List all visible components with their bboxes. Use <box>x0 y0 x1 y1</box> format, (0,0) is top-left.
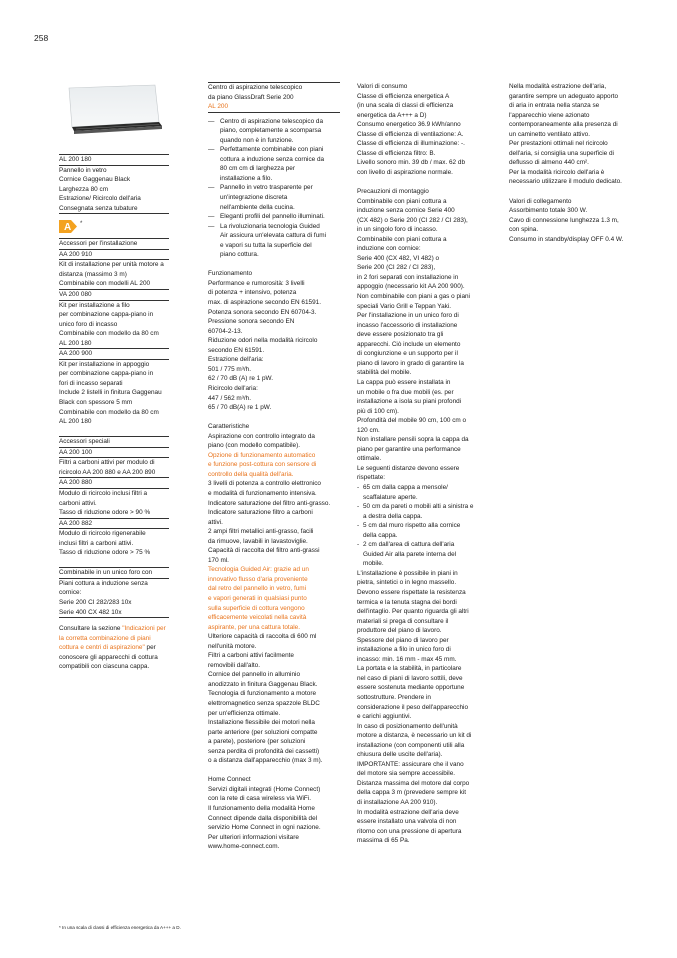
heading-line: da piano GlassDraft Serie 200 <box>208 93 294 101</box>
consumo-line: Livello sonoro min. 39 db / max. 62 db <box>357 159 465 167</box>
consultare-note: Consultare la sezione "Indicazioni per la corretta combinazione di piani cottura e centri di aspirazione" per conoscere gli apparecchi di cottura compatibili con ciascuna cappa. <box>59 625 166 671</box>
accessory-description: Modulo di ricircolo inclusi filtri a <box>59 488 169 499</box>
feature-item <box>208 203 340 213</box>
combinabile-line: cornice: <box>59 589 82 597</box>
accessori-installazione-title: Accessori per l'installazione <box>59 240 138 248</box>
montaggio-line: pietra, sintetici o in legno massello. <box>357 579 457 587</box>
caratteristiche-highlight: Tecnologia Guided Air: grazie ad un <box>208 566 309 574</box>
consumo-line: energetica da A+++ a D) <box>357 111 427 119</box>
accessory-description: Combinabile con modello da 80 cm <box>59 408 159 416</box>
product-spec-line: Cornice Gaggenau Black <box>59 176 131 184</box>
montaggio-line: In modalità estrazione dell'aria deve <box>357 808 459 816</box>
accessory-description: inclusi filtri a carboni attivi. <box>59 539 134 547</box>
bullet-mark: - <box>357 541 360 549</box>
collegamento-line: con spina. <box>509 226 539 234</box>
energy-class-footnote-mark: * <box>80 221 83 228</box>
home-connect-line: Il funzionamento della modalità Home <box>208 805 315 813</box>
feature-item <box>208 145 340 155</box>
feature-text: Eleganti profili del pannello illuminati. <box>220 213 325 221</box>
feature-text: Perfettamente combinabile con piani <box>220 146 324 154</box>
distanza-text: Guided Air alla parete interna del <box>363 550 457 558</box>
energy-label <box>59 220 97 233</box>
accessory-code: AA 200 880 <box>59 477 169 488</box>
feature-text: cottura a induzione senza cornice da <box>220 155 325 163</box>
caratteristiche-line: elettromagnetico senza spazzole BLDC <box>208 700 320 707</box>
funzionamento-line: Pressione sonora secondo EN <box>208 318 295 326</box>
feature-dash <box>208 126 220 136</box>
ricircolo-text <box>509 82 644 187</box>
montaggio-line: massima di 65 Pa. <box>357 837 410 845</box>
caratteristiche-highlight: Opzione di funzionamento automatico <box>208 451 316 459</box>
montaggio-line: Distanza massima del motore dal corpo <box>357 779 470 787</box>
ricircolo-line: garantire sempre un adeguato apporto <box>509 92 619 100</box>
ricircolo-line: Per prestazioni ottimali nel ricircolo <box>509 140 608 148</box>
accessory-description: Kit di installazione per unità motore a <box>59 259 169 270</box>
montaggio-title: Precauzioni di montaggio <box>357 188 429 196</box>
ricircolo-line: l'apparecchio viene azionato <box>509 111 590 119</box>
montaggio-line: Non combinabile con piani a gas o piani <box>357 293 470 301</box>
feature-dash: — <box>208 213 215 221</box>
accessori-speciali-list <box>59 447 169 558</box>
montaggio-line: produttore del piano di lavoro. <box>357 627 442 635</box>
consumo-line: Classe di efficienza filtro: B. <box>357 149 436 157</box>
feature-item <box>208 193 340 203</box>
combinabile-line: Serie 400 CX 482 10x <box>59 608 122 616</box>
funzionamento-line: 60704-2-13. <box>208 327 243 335</box>
montaggio-line: induzione senza cornice Serie 400 <box>357 207 455 215</box>
funzionamento-line: 501 / 775 m³/h. <box>208 365 251 373</box>
distanza-item <box>357 559 491 569</box>
distanza-text: 50 cm da pareti o mobili alti a sinistra e <box>363 503 474 511</box>
accessory-description: Filtri a carboni attivi per modulo di <box>59 457 169 468</box>
consumo-line: Consumo energetico 36.9 kWh/anno <box>357 121 461 129</box>
montaggio-line: installazione (con componenti utili alla <box>357 741 465 749</box>
caratteristiche-line: 2 ampi filtri metallici anti-grasso, facili <box>208 528 314 536</box>
product-image <box>59 82 169 152</box>
feature-item <box>208 155 340 165</box>
accessory-description: Combinabile con modello da 80 cm <box>59 330 159 338</box>
ricircolo-line: Nella modalità estrazione dell'aria, <box>509 83 607 90</box>
montaggio-line: termica e la tenuta stagna dei bordi <box>357 598 457 606</box>
funzionamento-line: Potenza sonora secondo EN 60704-3. <box>208 308 317 316</box>
feature-text: Air assicura un'elevata cattura di fumi <box>220 232 327 240</box>
distanza-text: 65 cm dalla cappa a mensole/ <box>363 483 448 491</box>
collegamento-line: Assorbimento totale 300 W. <box>509 207 588 215</box>
collegamento-title: Valori di collegamento <box>509 197 572 205</box>
distanza-text: a destra della cappa. <box>363 512 423 520</box>
product-model: AL 200 <box>208 103 229 111</box>
product-spec-line: Estrazione/ Ricircolo dell'aria <box>59 195 141 203</box>
caratteristiche-highlight: e funzione post-cottura con sensore di <box>208 461 317 469</box>
funzionamento-line: 447 / 562 m³/h. <box>208 394 251 402</box>
feature-dash <box>208 136 220 146</box>
feature-text: Pannello in vetro trasparente per <box>220 184 313 192</box>
feature-text: La rivoluzionaria tecnologia Guided <box>220 222 320 230</box>
accessory-code: AA 200 900 <box>59 348 169 359</box>
ricircolo-line: Per la modalità ricircolo dell'aria è <box>509 168 605 176</box>
home-connect-line: Connect dipende dalla disponibilità del <box>208 814 318 822</box>
consultare-link[interactable]: "Indicazioni per la corretta combinazione di piani cottura e centri di aspirazione" <box>59 625 166 652</box>
feature-dash <box>208 155 220 165</box>
ricircolo-line: un caminetto ventilato attivo. <box>509 130 590 138</box>
bullet-mark: - <box>357 483 360 491</box>
product-spec-line: Consegnata senza tubature <box>59 204 169 215</box>
caratteristiche-line: a parete), posteriore (per soluzioni <box>208 738 306 746</box>
consumo-line: Classe di efficienza energetica A <box>357 92 450 100</box>
montaggio-line: La cappa può essere installata in <box>357 378 451 386</box>
accessory-description: per combinazione cappa-piano in <box>59 370 154 378</box>
feature-dash <box>208 241 220 251</box>
combinabile-line: Serie 200 CI 282/283 10x <box>59 598 132 606</box>
montaggio-line: di congiunzione e un supporto per il <box>357 350 458 358</box>
caratteristiche-line: e modalità di funzionamento intensiva. <box>208 489 317 497</box>
feature-item <box>208 241 340 251</box>
montaggio-line: 120 cm. <box>357 426 380 434</box>
montaggio-line: incasso: min. 16 mm - max 45 mm. <box>357 655 457 663</box>
montaggio-line: La portata e la stabilità, in particolare <box>357 665 462 673</box>
bullet-mark: - <box>357 522 360 530</box>
funzionamento-line: Riduzione odori nella modalità ricircolo <box>208 337 318 345</box>
feature-item <box>208 231 340 241</box>
feature-item <box>208 250 340 260</box>
accessory-description: Combinabile con modelli AL 200 <box>59 280 151 288</box>
feature-item <box>208 117 340 127</box>
montaggio-line: Spessore del piano di lavoro per <box>357 636 449 644</box>
montaggio-line: in un singolo foro di incasso. <box>357 226 438 234</box>
caratteristiche-line: 170 ml. <box>208 556 229 564</box>
feature-item <box>208 183 340 193</box>
consumo-title: Valori di consumo <box>357 83 408 90</box>
montaggio-line: della cappa 3 m (prevedere sempre kit <box>357 789 467 797</box>
feature-item <box>208 126 340 136</box>
combinabile-line: Piani cottura a induzione senza <box>59 578 169 589</box>
distanza-item <box>357 512 491 522</box>
feature-item <box>208 212 340 222</box>
feature-dash <box>208 203 220 213</box>
accessory-description: Modulo di ricircolo rigenerabile <box>59 528 169 539</box>
caratteristiche-line: o a distanza dall'apparecchio (max 3 m). <box>208 757 323 765</box>
ricircolo-line: dell'aria, si consiglia una superficie di <box>509 149 614 157</box>
montaggio-line: installazione a filo in unico foro di <box>357 646 451 654</box>
accessori-installazione-list <box>59 249 169 427</box>
accessory-code: AA 200 882 <box>59 518 169 529</box>
montaggio-line: L'installazione è possibile in piani in <box>357 569 458 577</box>
distanza-item <box>357 540 491 550</box>
feature-text: un'integrazione discreta <box>220 194 288 202</box>
accessory-description: Tasso di riduzione odore > 75 % <box>59 549 151 557</box>
accessory-description: Black con spessore 5 mm <box>59 399 133 407</box>
caratteristiche-line: Filtri a carboni attivi facilmente <box>208 652 294 660</box>
accessory-code: VA 200 080 <box>59 289 169 300</box>
montaggio-line: ritorno con una pressione di apertura <box>357 827 462 835</box>
feature-text: piano cottura. <box>220 251 259 259</box>
caratteristiche-line: Aspirazione con controllo integrato da <box>208 432 315 440</box>
feature-dash <box>208 231 220 241</box>
accessory-description: unico foro di incasso <box>59 320 118 328</box>
feature-dash <box>208 193 220 203</box>
accessory-description: carboni attivi. <box>59 499 97 507</box>
feature-text: piano, completamente a scomparsa <box>220 127 322 135</box>
product-code: AL 200 180 <box>59 155 169 166</box>
caratteristiche-highlight: dal retro del pannello in vetro, fumi <box>208 585 307 593</box>
feature-dash: — <box>208 184 215 192</box>
montaggio-line: un mobile o fra due mobili (es. per <box>357 388 454 396</box>
caratteristiche-highlight: innovativo flusso d'aria proveniente <box>208 575 308 583</box>
montaggio-line: apparecchi. Ciò include un elemento <box>357 340 461 348</box>
montaggio-line: installazione a isola su piani profondi <box>357 398 462 406</box>
bullet-mark: - <box>357 503 360 511</box>
montaggio-line: IMPORTANTE: assicurare che il vano <box>357 760 464 768</box>
downdraft-hood-illustration <box>59 82 169 152</box>
caratteristiche-line: Cornice del pannello in alluminio <box>208 671 301 679</box>
montaggio-text <box>357 197 491 483</box>
home-connect-line: Per ulteriori informazioni visitare <box>208 833 299 841</box>
feature-dash: — <box>208 146 215 154</box>
montaggio-line: Profondità del mobile 90 cm, 100 cm o <box>357 417 467 425</box>
montaggio-line: essere sostenuta mediante opportune <box>357 684 465 692</box>
product-spec-line: Larghezza 80 cm <box>59 185 109 193</box>
montaggio-line: nel caso di piani di lavoro sottili, deve <box>357 674 463 682</box>
montaggio-line: appoggio (necessario kit AA 200 900). <box>357 283 465 291</box>
montaggio-line: In caso di posizionamento dell'unità <box>357 722 458 730</box>
feature-text: nell'ambiente della cucina. <box>220 203 295 211</box>
consumo-line: Classe di efficienza di ventilazione: A. <box>357 130 464 138</box>
column-technical <box>357 82 491 846</box>
funzionamento-line: 65 / 70 dB(A) re 1 pW. <box>208 404 272 412</box>
montaggio-line: (CX 482) o Serie 200 (CI 282 / CI 283), <box>357 216 468 224</box>
distanza-item <box>357 502 491 512</box>
caratteristiche-highlight: controllo della qualità dell'aria. <box>208 470 294 478</box>
column-product-info <box>59 82 169 672</box>
column-technical-continued <box>509 82 644 244</box>
funzionamento-line: Estrazione dell'aria: <box>208 356 264 364</box>
accessory-description: AL 200 180 <box>59 339 92 347</box>
feature-item <box>208 174 340 184</box>
feature-item <box>208 136 340 146</box>
caratteristiche-line: nell'unità motore. <box>208 642 257 650</box>
montaggio-line: Devono essere rispettate la resistenza <box>357 588 466 596</box>
funzionamento-line: max. di aspirazione secondo EN 61591. <box>208 299 321 307</box>
caratteristiche-line: Indicatore saturazione filtro a carboni <box>208 509 313 517</box>
funzionamento-title: Funzionamento <box>208 270 253 278</box>
distanza-item <box>357 493 491 503</box>
distanza-text: scaffalature aperte. <box>363 493 418 501</box>
montaggio-line: materiali si prega di consultare il <box>357 617 449 625</box>
montaggio-line: di installazione AA 200 910). <box>357 799 438 807</box>
collegamento-text <box>509 206 644 244</box>
ricircolo-line: necessario utilizzare il modulo dedicato. <box>509 178 622 186</box>
montaggio-line: sottostrutture. Prendere in <box>357 694 431 701</box>
accessory-description: AL 200 180 <box>59 418 92 426</box>
home-connect-line: con la rete di casa wireless via WiFi. <box>208 795 311 803</box>
montaggio-line: più di 100 cm). <box>357 407 399 415</box>
page-number: 258 <box>34 33 49 43</box>
feature-text: quando non è in funzione. <box>220 136 294 144</box>
distanza-text: 2 cm dall'area di cattura dell'aria <box>363 541 455 549</box>
accessory-code: AA 200 910 <box>59 249 169 260</box>
feature-dash <box>208 250 220 260</box>
caratteristiche-line: removibili dall'alto. <box>208 661 261 669</box>
montaggio-line: piano per garantire una performance <box>357 445 461 453</box>
montaggio-line: Le seguenti distanze devono essere <box>357 464 460 472</box>
caratteristiche-line: attivi. <box>208 518 223 526</box>
consumo-line: Classe di efficienza di illuminazione: -. <box>357 140 465 148</box>
caratteristiche-line: senza perdita di profondità dei cassetti) <box>208 747 320 755</box>
distanze-list <box>357 483 491 569</box>
montaggio-text-continued <box>357 569 491 846</box>
home-connect-line: www.home-connect.com. <box>208 843 280 851</box>
consumo-line: (in una scala di classi di efficienza <box>357 102 454 110</box>
montaggio-line: Per l'installazione in un unico foro di <box>357 312 459 320</box>
accessory-description: Tasso di riduzione odore > 90 % <box>59 509 151 517</box>
montaggio-line: deve essere posizionato tra gli <box>357 331 444 339</box>
feature-text: Centro di aspirazione telescopico da <box>220 117 324 125</box>
consumo-line: con livello di aspirazione normale. <box>357 168 453 176</box>
accessory-description: Include 2 listelli in finitura Gaggenau <box>59 389 162 397</box>
ricircolo-line: di aria in entrata nella stanza se <box>509 102 600 110</box>
montaggio-line: Combinabile con piani cottura a <box>357 235 447 243</box>
ricircolo-line: deflusso di almeno 440 cm². <box>509 159 589 167</box>
feature-dash: — <box>208 222 215 230</box>
montaggio-line: dell'intaglio. Per quanto riguarda gli altri <box>357 608 469 616</box>
caratteristiche-line: piano (con modello compatibile). <box>208 442 301 450</box>
montaggio-line: speciali Vario Grill e Teppan Yaki. <box>357 302 452 310</box>
caratteristiche-line: parte anteriore (per soluzioni compatte <box>208 728 318 736</box>
caratteristiche-line: Indicatore saturazione del filtro anti-grasso. <box>208 499 331 507</box>
home-connect-line: Servizi digitali integrati (Home Connect) <box>208 785 321 793</box>
caratteristiche-line: da rimuove, lavabili in lavastoviglie. <box>208 537 308 545</box>
feature-dash <box>208 174 220 184</box>
product-specs <box>59 155 169 214</box>
montaggio-line: rispettate: <box>357 474 386 482</box>
footnote: * In una scala di classi di efficienza energetica da A+++ a D. <box>59 925 181 930</box>
feature-text: installazione a filo. <box>220 174 273 182</box>
collegamento-line: Cavo di connessione lunghezza 1.3 m, <box>509 216 619 224</box>
home-connect-line: servizio Home Connect in ogni nazione. <box>208 824 321 832</box>
feature-dash: — <box>208 117 215 125</box>
distanza-text: 5 cm dal muro rispetto alla cornice <box>363 522 461 530</box>
montaggio-line: in 2 fori separati con installazione in <box>357 273 459 281</box>
caratteristiche-highlight: aspirante, per una cattura totale. <box>208 623 301 631</box>
heading-line: Centro di aspirazione telescopico <box>208 84 303 91</box>
montaggio-line: considerazione il peso dell'apparecchio <box>357 703 468 711</box>
caratteristiche-text <box>208 432 340 766</box>
montaggio-line: del motore sia sempre accessibile. <box>357 770 456 778</box>
montaggio-line: Combinabile con piani cottura a <box>357 197 447 205</box>
product-spec-line: Pannello in vetro <box>59 166 107 174</box>
accessory-description: per combinazione cappa-piano in <box>59 311 154 319</box>
accessory-code: AA 200 100 <box>59 447 169 458</box>
distanza-item <box>357 531 491 541</box>
home-connect-text <box>208 785 340 852</box>
funzionamento-line: 62 / 70 dB (A) re 1 pW. <box>208 375 274 383</box>
column-description <box>208 82 340 852</box>
feature-item <box>208 222 340 232</box>
caratteristiche-line: Ulteriore capacità di raccolta di 600 ml <box>208 633 317 641</box>
feature-text: e vapori su tutta la superficie del <box>220 241 312 249</box>
montaggio-line: e carichi aggiuntivi. <box>357 713 412 721</box>
consumo-text <box>357 92 491 178</box>
funzionamento-line: Ricircolo dell'aria: <box>208 384 258 392</box>
caratteristiche-highlight: sulla superficie di cottura vengono <box>208 604 305 612</box>
montaggio-line: ottimale. <box>357 455 382 463</box>
combinabile-title: Combinabile in un unico foro con <box>59 569 153 577</box>
distanza-text: mobile. <box>363 560 384 568</box>
montaggio-line: Serie 200 (CI 282 / CI 283), <box>357 264 436 272</box>
feature-list <box>208 117 340 260</box>
accessory-description: ricircolo AA 200 880 e AA 200 890 <box>59 468 156 476</box>
distanza-item <box>357 521 491 531</box>
caratteristiche-line: 3 livelli di potenza a controllo elettronico <box>208 480 321 488</box>
caratteristiche-title: Caratteristiche <box>208 423 250 431</box>
combinabile-list <box>59 578 169 617</box>
accessory-description: Kit per installazione in appoggio <box>59 359 169 370</box>
home-connect-title: Home Connect <box>208 776 251 784</box>
accessory-description: distanza (massimo 3 m) <box>59 270 127 278</box>
montaggio-line: stabilità del mobile. <box>357 369 412 377</box>
montaggio-line: Non installare pensili sopra la cappa da <box>357 436 469 444</box>
ricircolo-line: contemporaneamente alla presenza di <box>509 121 618 129</box>
caratteristiche-line: Capacità di raccolta del filtro anti-grassi <box>208 547 320 555</box>
funzionamento-line: di potenza + intensivo, potenza <box>208 289 297 297</box>
caratteristiche-line: Installazione flessibile dei motori nella <box>208 719 315 727</box>
accessory-description: Kit per installazione a filo <box>59 300 169 311</box>
caratteristiche-highlight: efficacemente veicolati nella cavità <box>208 614 307 622</box>
energy-class-letter: A <box>64 222 72 234</box>
montaggio-line: motore a distanza, è necessario un kit di <box>357 732 472 740</box>
accessori-speciali-title: Accessori speciali <box>59 438 110 446</box>
distanza-item <box>357 550 491 560</box>
montaggio-line: Serie 400 (CX 482, VI 482) o <box>357 254 440 262</box>
caratteristiche-highlight: e vapori generati in qualsiasi punto <box>208 594 307 602</box>
funzionamento-line: secondo EN 61591. <box>208 346 265 354</box>
montaggio-line: incasso l'accessorio di installazione <box>357 321 458 329</box>
montaggio-line: induzione con cornice: <box>357 245 421 253</box>
montaggio-line: essere installato una valvola di non <box>357 818 457 826</box>
product-heading <box>208 83 340 102</box>
montaggio-line: piano di lavoro in grado di garantire la <box>357 359 464 367</box>
feature-text: 80 cm cm di larghezza per <box>220 165 295 173</box>
funzionamento-line: Performance e rumorosità: 3 livelli <box>208 279 305 287</box>
caratteristiche-line: Tecnologia di funzionamento a motore <box>208 690 316 698</box>
funzionamento-text <box>208 279 340 413</box>
distanza-item <box>357 483 491 493</box>
caratteristiche-line: anodizzato in finitura Gaggenau Black. <box>208 680 318 688</box>
feature-item <box>208 164 340 174</box>
distanza-text: della cappa. <box>363 531 398 539</box>
accessory-description: fori di incasso separati <box>59 379 123 387</box>
feature-dash <box>208 164 220 174</box>
montaggio-line: chiusura delle uscite dell'aria). <box>357 751 443 759</box>
caratteristiche-line: per un'efficienza ottimale. <box>208 709 281 717</box>
collegamento-line: Consumo in standby/display OFF 0.4 W. <box>509 235 624 243</box>
